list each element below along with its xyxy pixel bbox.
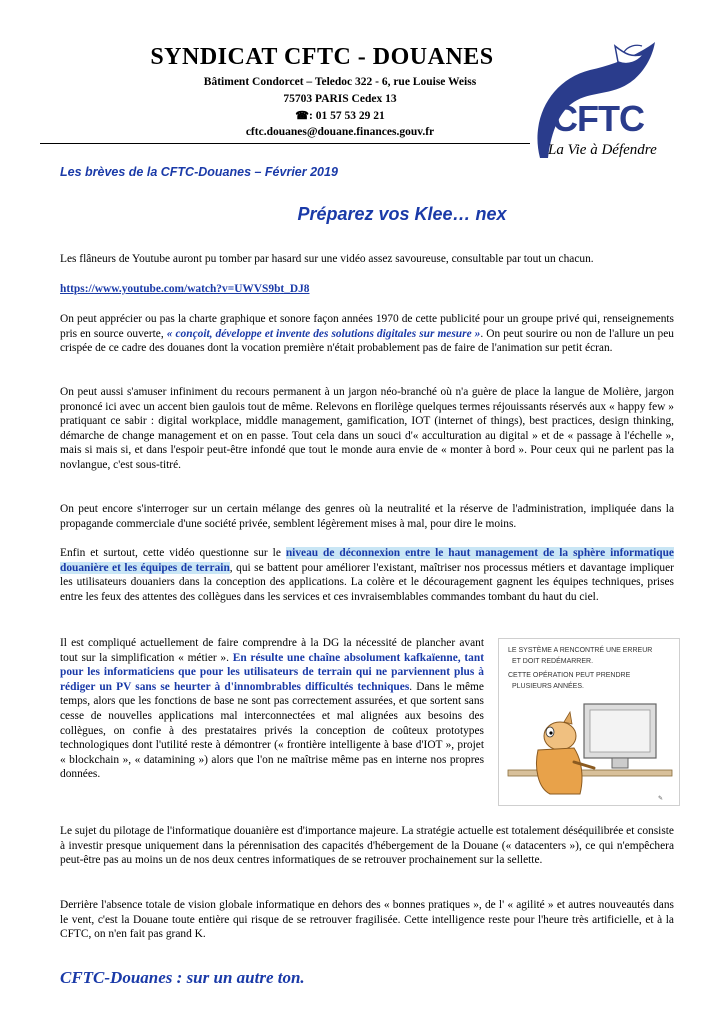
logo-wordmark: CFTC — [552, 98, 644, 139]
paragraph-4: On peut encore s'interroger sur un certain mélange des genres où la neutralité et la réserve de l'administration, impliquée dans la propagande commerciale d'une société privée, semblent légèrement mises à mal, pour dire le moins. — [60, 503, 674, 530]
phone-line — [170, 109, 510, 122]
paragraph-1: Les flâneurs de Youtube auront pu tomber par hasard sur une vidéo assez savoureuse, consultable par tout un chacun. — [60, 253, 594, 265]
phone-number: : 01 57 53 29 21 — [308, 110, 385, 122]
cartoon-caption-4: PLUSIEURS ANNÉES. — [512, 683, 584, 690]
paragraph-6-text-a: Il est compliqué actuellement de faire comprendre à la DG la nécessité de plancher avant tout sur la simplification « métier ». — [60, 637, 484, 664]
footer-slogan: CFTC-Douanes : sur un autre ton. — [60, 968, 305, 987]
paragraph-5-text-a: Enfin et surtout, cette vidéo questionne sur le — [60, 547, 286, 559]
union-name: SYNDICAT CFTC - DOUANES — [150, 44, 494, 70]
paragraph-3: On peut aussi s'amuser infiniment du recours permanent à un jargon néo-branché où n'a guère de place la langue de Molière, jargon prononcé ici avec un accent bien gaulois tout de même. Relevons en florilège quelques termes réjouissants réservés aux « happy few » pratiquant ce sabir : digital workplace, middle management, gamification, IOT (internet of things), best practices, design thinking, démarche de change management et on en passe. Tout cela dans un souci d'« acculturation au digital » et de « passage à l'échelle », mais si mais si, et dans l'espoir peut-être infondé que tout le monde aura envie de « monter à bord ». Pour ceux qui ne parlent pas la novlangue, c'est sous-titré. — [60, 386, 674, 471]
cartoon-caption-3: CETTE OPÉRATION PEUT PRENDRE — [508, 672, 631, 679]
paragraph-6 — [60, 636, 484, 782]
paragraph-2 — [60, 312, 674, 356]
paragraph-5 — [60, 546, 674, 604]
telephone-icon: ☎ — [295, 110, 309, 122]
paragraph-6-text-b: . Dans le même temps, alors que les fonctions de base ne sont pas correctement assurées, et que sortent sans cesse de nouvelles applications mal interconnectées et mal alignées aux besoins des collègues, on confie à des prestataires privés la conception de coûteux prototypes technologiques dont l'utilité reste à démontrer (« frontière intelligente à base d'IOT », projet « blockchain », « datamining ») alors que l'on ne maîtrise même pas en interne nos propres données. — [60, 680, 484, 781]
address-line-1: Bâtiment Condorcet – Teledoc 322 - 6, rue Louise Weiss — [203, 76, 477, 88]
paragraph-7: Le sujet du pilotage de l'informatique douanière est d'importance majeure. La stratégie actuelle est totalement déséquilibrée et consiste à investir presque uniquement dans la pérennisation des capacités d'hébergement de la Douane (« datacenters »), ce qui n'empêchera peut-être pas au moins un de nos deux centres informatiques de se retrouver prochainement sur la sellette. — [60, 825, 674, 867]
paragraph-2-text-a: On peut apprécier ou pas la charte graphique et sonore façon années 1970 de cette publicité pour un groupe privé qui, renseignements pris en source ouverte, — [60, 313, 674, 340]
paragraph-2-quote: « conçoit, développe et invente des solutions digitales sur mesure » — [166, 327, 481, 340]
letterhead — [40, 44, 530, 140]
paragraph-5-highlight: niveau de déconnexion entre le haut management de la sphère informatique douanière et les équipes de terrain — [60, 547, 674, 574]
email-line: cftc.douanes@douane.finances.gouv.fr — [245, 126, 435, 138]
cartoon-illustration — [498, 638, 680, 806]
article-title: Préparez vos Klee… nex — [297, 204, 507, 224]
newsletter-heading: Les brèves de la CFTC-Douanes – Février 2019 — [60, 165, 338, 179]
address-line-2: 75703 PARIS Cedex 13 — [283, 93, 397, 105]
video-link[interactable]: https://www.youtube.com/watch?v=UWVS9bt_DJ8 — [60, 283, 310, 295]
cartoonist-signature-icon: ✎ — [658, 796, 664, 802]
cartoon-caption-1: LE SYSTÈME A RENCONTRÉ UNE ERREUR — [508, 647, 653, 654]
cartoon-drawing — [498, 638, 680, 806]
logo-tagline: La Vie à Défendre — [548, 142, 657, 158]
paragraph-8: Derrière l'absence totale de vision globale informatique en dehors des « bonnes pratiques », de l' « agilité » et autres nouveautés dans le vent, c'est la Douane toute entière qui risque de se retrouver fragilisée. Cette intelligence reste pour l'heure très artificielle, et à la CFTC, on n'en fait pas grand K. — [60, 899, 674, 941]
video-link-line — [60, 282, 674, 297]
paragraph-5-text-b: , qui se battent pour améliorer l'existant, maîtriser nos processus métiers et davantage impliquer les utilisateurs douaniers dans la conception des applications. La colère et le découragement gagnent les équipes techniques, prises entre les feux des attentes des collègues dans les services et ces invraisemblables commandes tombant du haut du ciel. — [60, 561, 674, 603]
header-rule — [40, 143, 530, 144]
paragraph-6-bold: En résulte une chaîne absolument kafkaïenne, tant pour les informaticiens que pour les utilisateurs de terrain qui ne parviennent plus à rédiger un PV sans se heurter à d'innombrables difficultés techniques — [60, 651, 484, 693]
cftc-logo — [520, 40, 670, 170]
cartoon-caption-2: ET DOIT REDÉMARRER. — [512, 658, 594, 665]
paragraph-2-text-b: . On peut sourire ou non de l'allure un peu crispée de ce cadre des douanes dont la vocation première n'était probablement pas de faire de l'animation sur petit écran. — [60, 327, 674, 355]
